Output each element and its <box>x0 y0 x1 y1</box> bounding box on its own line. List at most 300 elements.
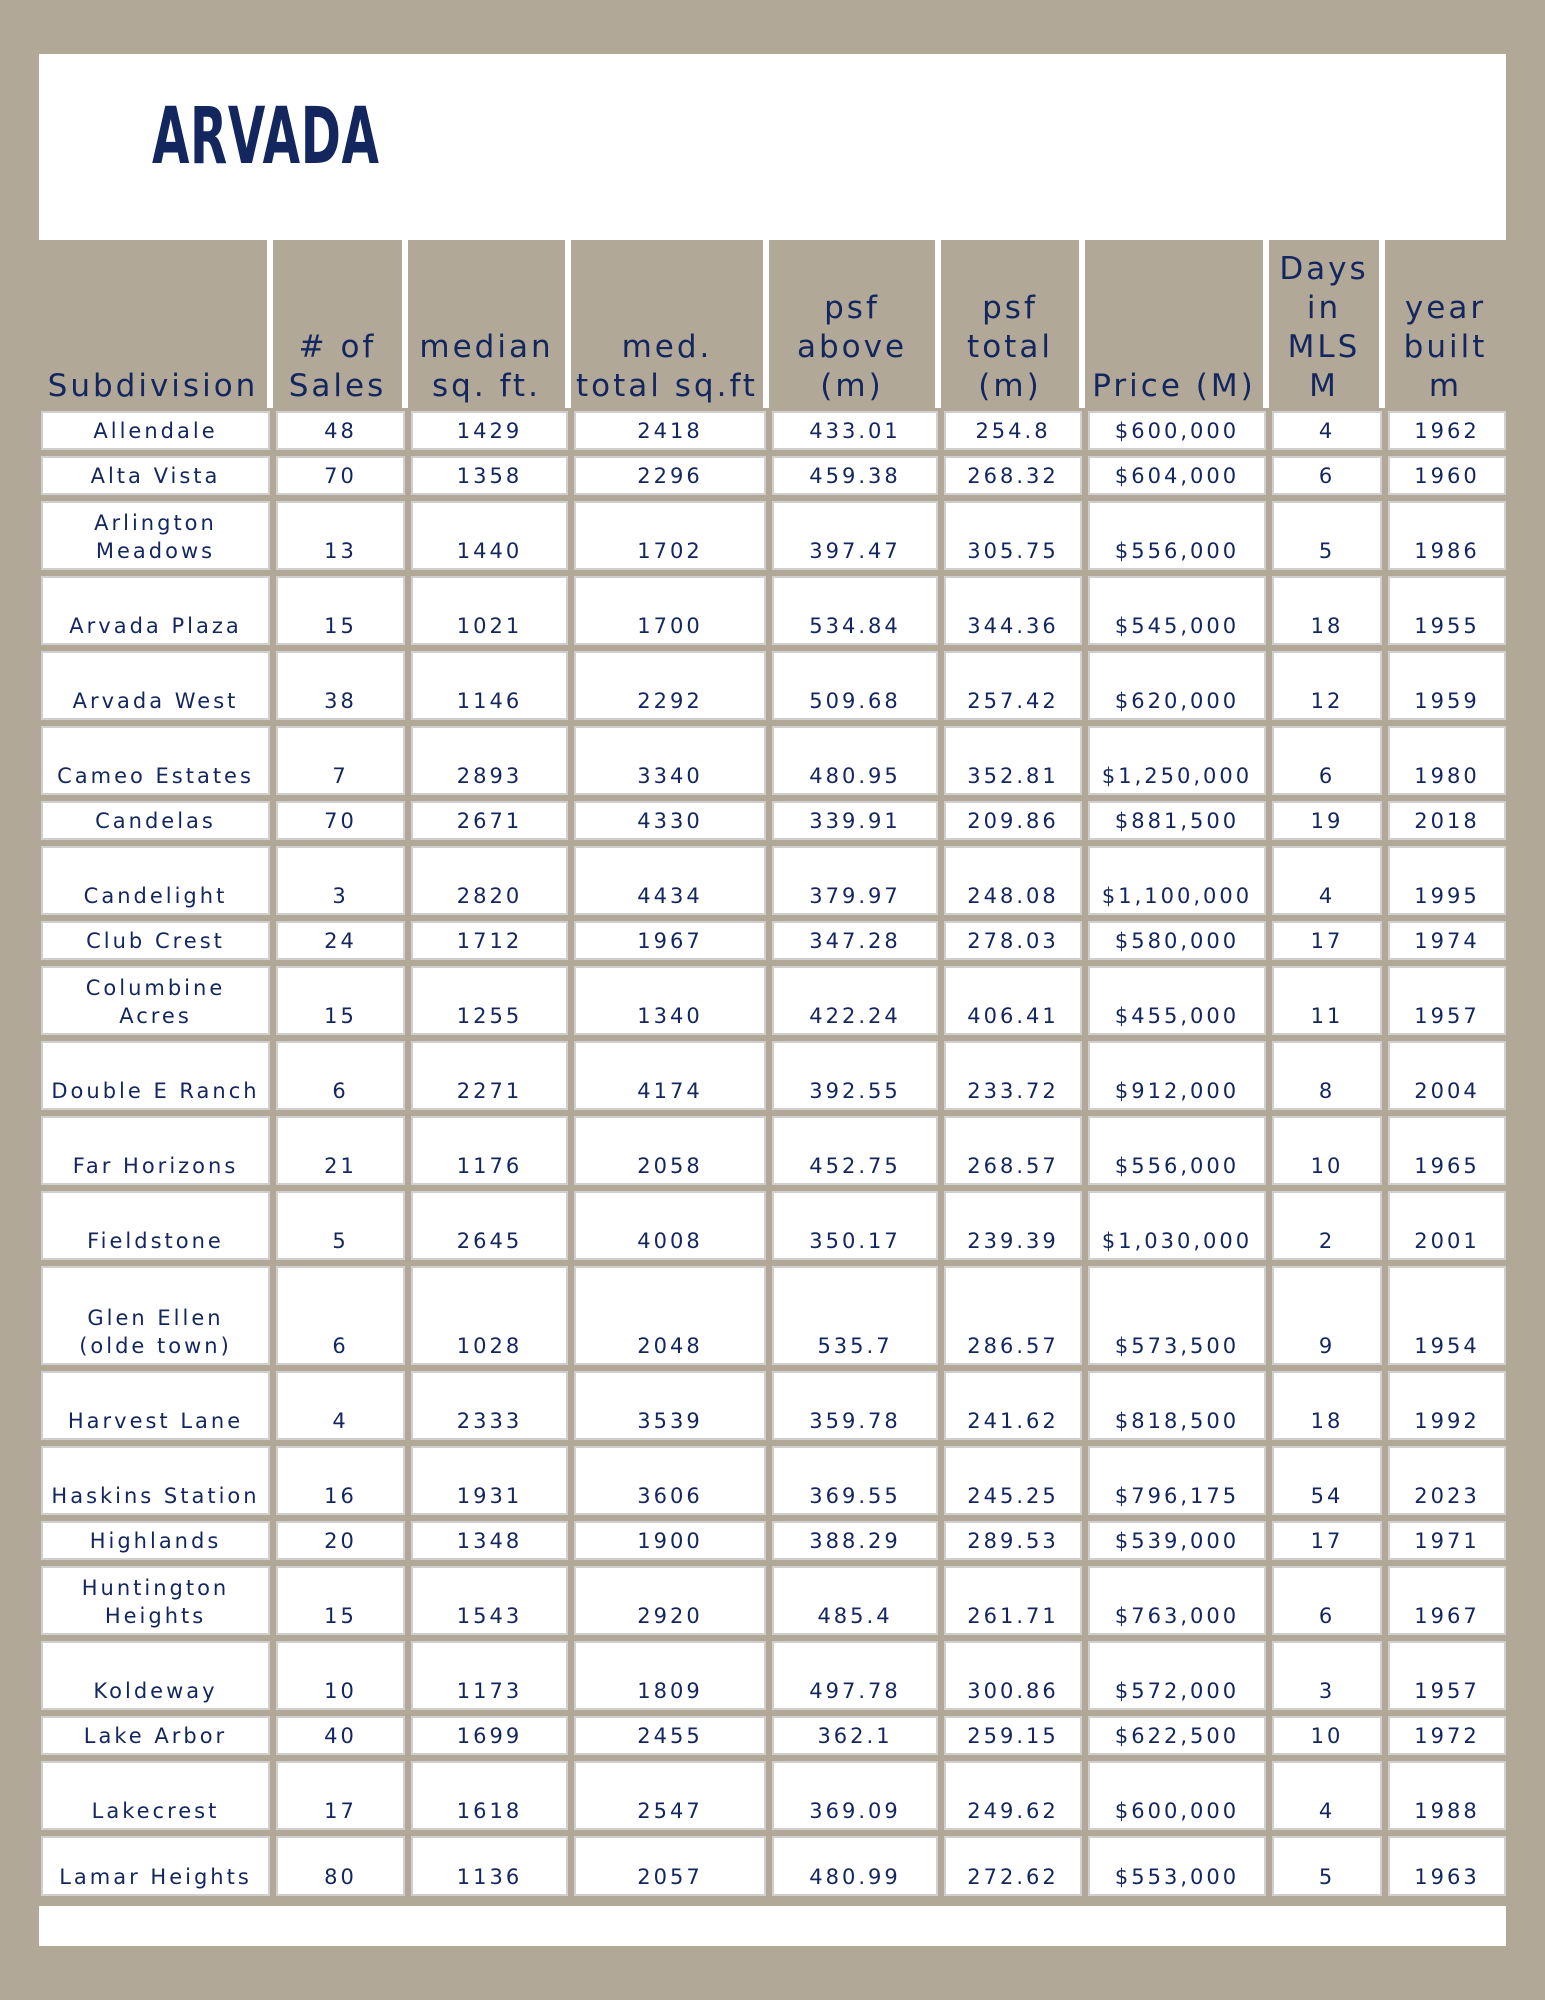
cell-text: 21 <box>324 1154 357 1178</box>
table-cell-subdivision <box>41 1191 270 1260</box>
table-cell-subdivision <box>41 1641 270 1710</box>
cell-text: 359.78 <box>809 1409 901 1433</box>
cell-text: 261.71 <box>967 1604 1059 1628</box>
cell-text: 3340 <box>637 764 703 788</box>
cell-text: $818,500 <box>1114 1409 1240 1433</box>
cell-text: 1986 <box>1414 539 1480 563</box>
cell-text: 1543 <box>456 1604 523 1628</box>
table-cell-psf-above <box>772 1371 938 1440</box>
table-cell-median-total-sqft <box>574 966 766 1035</box>
table-cell-median-total-sqft <box>574 726 766 795</box>
cell-text: $1,100,000 <box>1101 884 1253 908</box>
cell-text: 70 <box>324 809 357 833</box>
table-cell-year-built <box>1388 1641 1506 1710</box>
table-cell-sales-count <box>276 1566 405 1635</box>
table-cell-psf-total <box>944 1836 1082 1896</box>
table-cell-subdivision <box>41 726 270 795</box>
cell-text: 1618 <box>456 1799 523 1823</box>
cell-text: 509.68 <box>809 689 901 713</box>
table-cell-price <box>1088 1266 1266 1365</box>
cell-text: $604,000 <box>1114 464 1240 488</box>
table-cell-psf-above <box>772 1836 938 1896</box>
cell-text: 2920 <box>637 1604 703 1628</box>
table-cell-psf-above <box>772 726 938 795</box>
table-cell-sales-count <box>276 1371 405 1440</box>
cell-text: 5 <box>332 1229 349 1253</box>
cell-text: 70 <box>324 464 357 488</box>
table-cell-price <box>1088 1041 1266 1110</box>
table-cell-median-sqft <box>411 1266 568 1365</box>
table-cell-subdivision <box>41 921 270 960</box>
table-cell-subdivision <box>41 1041 270 1110</box>
table-cell-price <box>1088 921 1266 960</box>
cell-text: 2893 <box>456 764 523 788</box>
table-cell-year-built <box>1388 1371 1506 1440</box>
cell-text: Candelas <box>95 809 216 833</box>
table-cell-year-built <box>1388 921 1506 960</box>
cell-text: 1965 <box>1414 1154 1480 1178</box>
table-cell-sales-count <box>276 1521 405 1560</box>
table-cell-price <box>1088 411 1266 450</box>
cell-text: 15 <box>324 614 357 638</box>
table-cell-psf-total <box>944 456 1082 495</box>
table-cell-psf-total <box>944 966 1082 1035</box>
cell-text: $796,175 <box>1114 1484 1240 1508</box>
table-cell-psf-total <box>944 801 1082 840</box>
cell-text: 18 <box>1310 1409 1344 1433</box>
column-header-line: m <box>1428 368 1463 404</box>
table-cell-median-total-sqft <box>574 1041 766 1110</box>
column-header-psf-above <box>769 240 941 408</box>
cell-text: 13 <box>324 539 357 563</box>
table-cell-median-total-sqft <box>574 1266 766 1365</box>
cell-text: $763,000 <box>1114 1604 1240 1628</box>
cell-text: 6 <box>1318 464 1336 488</box>
table-cell-price <box>1088 1521 1266 1560</box>
cell-text: 20 <box>324 1529 357 1553</box>
cell-text: 24 <box>324 929 357 953</box>
table-cell-sales-count <box>276 1266 405 1365</box>
table-cell-price <box>1088 1371 1266 1440</box>
cell-text: 6 <box>1318 1604 1336 1628</box>
cell-text: 38 <box>324 689 357 713</box>
column-header-line: M <box>1309 368 1339 404</box>
table-cell-psf-above <box>772 1641 938 1710</box>
cell-text: 1358 <box>456 464 523 488</box>
cell-text: Club Crest <box>86 929 225 953</box>
cell-text: 1348 <box>456 1529 523 1553</box>
cell-text: 268.57 <box>967 1154 1059 1178</box>
column-header-line: (m) <box>820 368 884 404</box>
cell-text: Arlington Meadows <box>94 511 217 563</box>
cell-text: Koldeway <box>93 1679 218 1703</box>
cell-text: 1028 <box>456 1334 523 1358</box>
cell-text: 1954 <box>1414 1334 1480 1358</box>
table-cell-year-built <box>1388 1116 1506 1185</box>
cell-text: 1146 <box>456 689 523 713</box>
table-cell-psf-total <box>944 1566 1082 1635</box>
table-cell-psf-total <box>944 1041 1082 1110</box>
table-cell-sales-count <box>276 1716 405 1755</box>
table-cell-sales-count <box>276 921 405 960</box>
table-cell-year-built <box>1388 1836 1506 1896</box>
table-cell-median-total-sqft <box>574 1566 766 1635</box>
cell-text: 245.25 <box>967 1484 1059 1508</box>
table-cell-median-sqft <box>411 921 568 960</box>
table-cell-psf-above <box>772 456 938 495</box>
cell-text: $622,500 <box>1114 1724 1240 1748</box>
table-cell-psf-total <box>944 1761 1082 1830</box>
cell-text: 5 <box>1318 539 1336 563</box>
cell-text: $573,500 <box>1114 1334 1240 1358</box>
cell-text: 534.84 <box>809 614 901 638</box>
table-cell-price <box>1088 1641 1266 1710</box>
cell-text: 6 <box>332 1079 349 1103</box>
table-cell-median-total-sqft <box>574 651 766 720</box>
table-cell-sales-count <box>276 576 405 645</box>
column-header-year-built <box>1385 240 1506 408</box>
table-cell-subdivision <box>41 576 270 645</box>
table-cell-psf-above <box>772 501 938 570</box>
table-cell-year-built <box>1388 1716 1506 1755</box>
table-cell-median-sqft <box>411 846 568 915</box>
column-header-line: Sales <box>288 368 387 404</box>
table-cell-median-total-sqft <box>574 921 766 960</box>
table-cell-year-built <box>1388 1761 1506 1830</box>
table-cell-median-total-sqft <box>574 801 766 840</box>
cell-text: 278.03 <box>967 929 1059 953</box>
cell-text: Glen Ellen (olde town) <box>79 1306 232 1358</box>
table-cell-median-total-sqft <box>574 1446 766 1515</box>
table-cell-median-total-sqft <box>574 1521 766 1560</box>
cell-text: Arvada Plaza <box>69 614 242 638</box>
cell-text: 233.72 <box>967 1079 1059 1103</box>
cell-text: 1988 <box>1414 1799 1480 1823</box>
table-cell-price <box>1088 726 1266 795</box>
cell-text: 17 <box>324 1799 357 1823</box>
cell-text: 1429 <box>456 419 523 443</box>
cell-text: 2292 <box>637 689 703 713</box>
table-cell-days-in-mls <box>1272 1371 1382 1440</box>
table-cell-year-built <box>1388 1041 1506 1110</box>
table-cell-subdivision <box>41 966 270 1035</box>
cell-text: 339.91 <box>809 809 901 833</box>
table-cell-subdivision <box>41 456 270 495</box>
table-cell-days-in-mls <box>1272 1836 1382 1896</box>
table-cell-price <box>1088 501 1266 570</box>
table-cell-psf-above <box>772 1446 938 1515</box>
cell-text: 2018 <box>1414 809 1480 833</box>
cell-text: 4 <box>1318 1799 1336 1823</box>
table-cell-subdivision <box>41 1836 270 1896</box>
table-cell-sales-count <box>276 726 405 795</box>
cell-text: 344.36 <box>967 614 1059 638</box>
table-cell-median-sqft <box>411 411 568 450</box>
cell-text: 433.01 <box>809 419 901 443</box>
cell-text: $881,500 <box>1114 809 1240 833</box>
table-cell-days-in-mls <box>1272 651 1382 720</box>
cell-text: 10 <box>1310 1154 1344 1178</box>
cell-text: 11 <box>1310 1004 1344 1028</box>
table-cell-year-built <box>1388 1191 1506 1260</box>
cell-text: 1957 <box>1414 1004 1480 1028</box>
table-cell-days-in-mls <box>1272 921 1382 960</box>
cell-text: 422.24 <box>809 1004 901 1028</box>
table-cell-median-total-sqft <box>574 1191 766 1260</box>
table-cell-price <box>1088 1761 1266 1830</box>
cell-text: 2296 <box>637 464 703 488</box>
table-cell-price <box>1088 1836 1266 1896</box>
column-header-line: in <box>1306 290 1342 326</box>
cell-text: 1900 <box>637 1529 703 1553</box>
table-cell-days-in-mls <box>1272 501 1382 570</box>
table-cell-year-built <box>1388 1266 1506 1365</box>
cell-text: 15 <box>324 1604 357 1628</box>
cell-text: 1992 <box>1414 1409 1480 1433</box>
cell-text: 2058 <box>637 1154 703 1178</box>
table-cell-median-sqft <box>411 501 568 570</box>
table-cell-median-total-sqft <box>574 501 766 570</box>
column-header-line: MLS <box>1287 329 1361 365</box>
cell-text: 1959 <box>1414 689 1480 713</box>
cell-text: Double E Ranch <box>51 1079 260 1103</box>
cell-text: 2004 <box>1414 1079 1480 1103</box>
table-cell-subdivision <box>41 411 270 450</box>
cell-text: 379.97 <box>809 884 901 908</box>
cell-text: 1974 <box>1414 929 1480 953</box>
table-cell-subdivision <box>41 1371 270 1440</box>
table-cell-days-in-mls <box>1272 1116 1382 1185</box>
cell-text: 1440 <box>456 539 523 563</box>
table-cell-median-sqft <box>411 1836 568 1896</box>
table-cell-subdivision <box>41 1266 270 1365</box>
cell-text: 1967 <box>637 929 703 953</box>
table-cell-sales-count <box>276 966 405 1035</box>
cell-text: 1960 <box>1414 464 1480 488</box>
table-cell-price <box>1088 1116 1266 1185</box>
cell-text: 1699 <box>456 1724 523 1748</box>
table-cell-subdivision <box>41 651 270 720</box>
table-cell-median-sqft <box>411 1446 568 1515</box>
column-header-psf-total <box>941 240 1085 408</box>
table-cell-days-in-mls <box>1272 1641 1382 1710</box>
table-cell-year-built <box>1388 846 1506 915</box>
table-cell-psf-above <box>772 1521 938 1560</box>
table-cell-psf-above <box>772 1191 938 1260</box>
column-header-line: psf <box>982 290 1038 326</box>
cell-text: Harvest Lane <box>67 1409 244 1433</box>
cell-text: 272.62 <box>967 1865 1059 1889</box>
table-cell-psf-total <box>944 726 1082 795</box>
cell-text: 10 <box>324 1679 357 1703</box>
table-cell-psf-total <box>944 1116 1082 1185</box>
table-cell-psf-total <box>944 1266 1082 1365</box>
cell-text: $539,000 <box>1114 1529 1240 1553</box>
cell-text: 17 <box>1310 929 1344 953</box>
column-header-line: Price (M) <box>1092 368 1256 404</box>
cell-text: $556,000 <box>1114 1154 1240 1178</box>
cell-text: Candelight <box>83 884 228 908</box>
table-cell-psf-total <box>944 1641 1082 1710</box>
cell-text: $553,000 <box>1114 1865 1240 1889</box>
table-cell-days-in-mls <box>1272 966 1382 1035</box>
cell-text: 248.08 <box>967 884 1059 908</box>
cell-text: 249.62 <box>967 1799 1059 1823</box>
table-cell-days-in-mls <box>1272 576 1382 645</box>
table-cell-median-sqft <box>411 1641 568 1710</box>
column-header-line: med. <box>621 329 713 365</box>
table-cell-psf-above <box>772 966 938 1035</box>
cell-text: 397.47 <box>809 539 901 563</box>
table-cell-median-total-sqft <box>574 846 766 915</box>
table-cell-sales-count <box>276 1836 405 1896</box>
table-cell-days-in-mls <box>1272 1716 1382 1755</box>
table-cell-median-total-sqft <box>574 456 766 495</box>
cell-text: $556,000 <box>1114 539 1240 563</box>
cell-text: 80 <box>324 1865 357 1889</box>
table-cell-year-built <box>1388 801 1506 840</box>
cell-text: 2418 <box>637 419 703 443</box>
cell-text: 5 <box>1318 1865 1336 1889</box>
cell-text: 2645 <box>456 1229 523 1253</box>
table-cell-median-total-sqft <box>574 1761 766 1830</box>
table-cell-median-sqft <box>411 651 568 720</box>
cell-text: 1340 <box>637 1004 703 1028</box>
cell-text: $912,000 <box>1114 1079 1240 1103</box>
table-cell-year-built <box>1388 456 1506 495</box>
cell-text: 350.17 <box>809 1229 901 1253</box>
table-cell-sales-count <box>276 651 405 720</box>
table-cell-median-total-sqft <box>574 576 766 645</box>
table-cell-sales-count <box>276 501 405 570</box>
table-cell-days-in-mls <box>1272 411 1382 450</box>
cell-text: 4330 <box>637 809 703 833</box>
cell-text: 1176 <box>456 1154 523 1178</box>
cell-text: 388.29 <box>809 1529 901 1553</box>
table-cell-psf-total <box>944 1191 1082 1260</box>
cell-text: $572,000 <box>1114 1679 1240 1703</box>
cell-text: 54 <box>1310 1484 1344 1508</box>
cell-text: 19 <box>1310 809 1344 833</box>
table-cell-year-built <box>1388 501 1506 570</box>
cell-text: 1136 <box>456 1865 523 1889</box>
column-header-line: (m) <box>978 368 1042 404</box>
table-cell-median-sqft <box>411 966 568 1035</box>
cell-text: 1967 <box>1414 1604 1480 1628</box>
cell-text: 1712 <box>456 929 523 953</box>
table-cell-days-in-mls <box>1272 1266 1382 1365</box>
cell-text: 2 <box>1318 1229 1336 1253</box>
cell-text: $1,030,000 <box>1101 1229 1253 1253</box>
cell-text: 2547 <box>637 1799 703 1823</box>
table-cell-psf-total <box>944 921 1082 960</box>
cell-text: $580,000 <box>1114 929 1240 953</box>
table-cell-median-total-sqft <box>574 411 766 450</box>
table-cell-psf-total <box>944 846 1082 915</box>
table-cell-price <box>1088 456 1266 495</box>
table-cell-median-total-sqft <box>574 1641 766 1710</box>
table-cell-psf-above <box>772 921 938 960</box>
cell-text: 259.15 <box>967 1724 1059 1748</box>
column-header-line: total <box>967 329 1053 365</box>
table-cell-psf-above <box>772 1266 938 1365</box>
table-cell-days-in-mls <box>1272 456 1382 495</box>
table-cell-median-sqft <box>411 1521 568 1560</box>
table-cell-psf-above <box>772 1041 938 1110</box>
cell-text: 1962 <box>1414 419 1480 443</box>
table-cell-psf-total <box>944 1371 1082 1440</box>
cell-text: 480.95 <box>809 764 901 788</box>
column-header-line: Subdivision <box>47 368 259 404</box>
column-header-sales-count <box>273 240 408 408</box>
table-cell-year-built <box>1388 1566 1506 1635</box>
table-cell-subdivision <box>41 501 270 570</box>
cell-text: 406.41 <box>967 1004 1059 1028</box>
table-cell-psf-total <box>944 651 1082 720</box>
table-cell-psf-above <box>772 651 938 720</box>
cell-text: 535.7 <box>817 1334 893 1358</box>
cell-text: 1963 <box>1414 1865 1480 1889</box>
table-cell-year-built <box>1388 1446 1506 1515</box>
cell-text: 497.78 <box>809 1679 901 1703</box>
table-cell-year-built <box>1388 1521 1506 1560</box>
cell-text: 4434 <box>637 884 703 908</box>
table-cell-days-in-mls <box>1272 1041 1382 1110</box>
table-cell-sales-count <box>276 1446 405 1515</box>
column-header-median-total-sqft <box>571 240 769 408</box>
page-bottom-margin <box>39 1906 1506 1946</box>
table-cell-days-in-mls <box>1272 1761 1382 1830</box>
cell-text: Arvada West <box>72 689 239 713</box>
column-header-subdivision <box>39 240 273 408</box>
cell-text: 4 <box>1318 884 1336 908</box>
column-header-line: # of <box>298 329 377 365</box>
table-cell-sales-count <box>276 1761 405 1830</box>
cell-text: 40 <box>324 1724 357 1748</box>
cell-text: Columbine Acres <box>85 976 226 1028</box>
table-cell-median-sqft <box>411 801 568 840</box>
cell-text: 268.32 <box>967 464 1059 488</box>
table-cell-year-built <box>1388 966 1506 1035</box>
cell-text: 2048 <box>637 1334 703 1358</box>
table-cell-sales-count <box>276 801 405 840</box>
cell-text: 209.86 <box>967 809 1059 833</box>
cell-text: 2820 <box>456 884 523 908</box>
cell-text: 241.62 <box>967 1409 1059 1433</box>
cell-text: Allendale <box>93 419 218 443</box>
sales-table <box>39 240 1506 1906</box>
cell-text: 2057 <box>637 1865 703 1889</box>
table-cell-year-built <box>1388 411 1506 450</box>
table-cell-median-sqft <box>411 1191 568 1260</box>
page-title: ARVADA <box>152 92 380 182</box>
cell-text: 2455 <box>637 1724 703 1748</box>
cell-text: 3 <box>1318 1679 1336 1703</box>
table-cell-psf-above <box>772 801 938 840</box>
table-cell-psf-above <box>772 846 938 915</box>
table-cell-price <box>1088 1716 1266 1755</box>
cell-text: $545,000 <box>1114 614 1240 638</box>
cell-text: 6 <box>1318 764 1336 788</box>
table-cell-psf-above <box>772 576 938 645</box>
table-cell-median-sqft <box>411 1566 568 1635</box>
table-cell-median-sqft <box>411 1761 568 1830</box>
cell-text: 15 <box>324 1004 357 1028</box>
table-cell-price <box>1088 846 1266 915</box>
cell-text: $600,000 <box>1114 1799 1240 1823</box>
cell-text: 1980 <box>1414 764 1480 788</box>
cell-text: 480.99 <box>809 1865 901 1889</box>
